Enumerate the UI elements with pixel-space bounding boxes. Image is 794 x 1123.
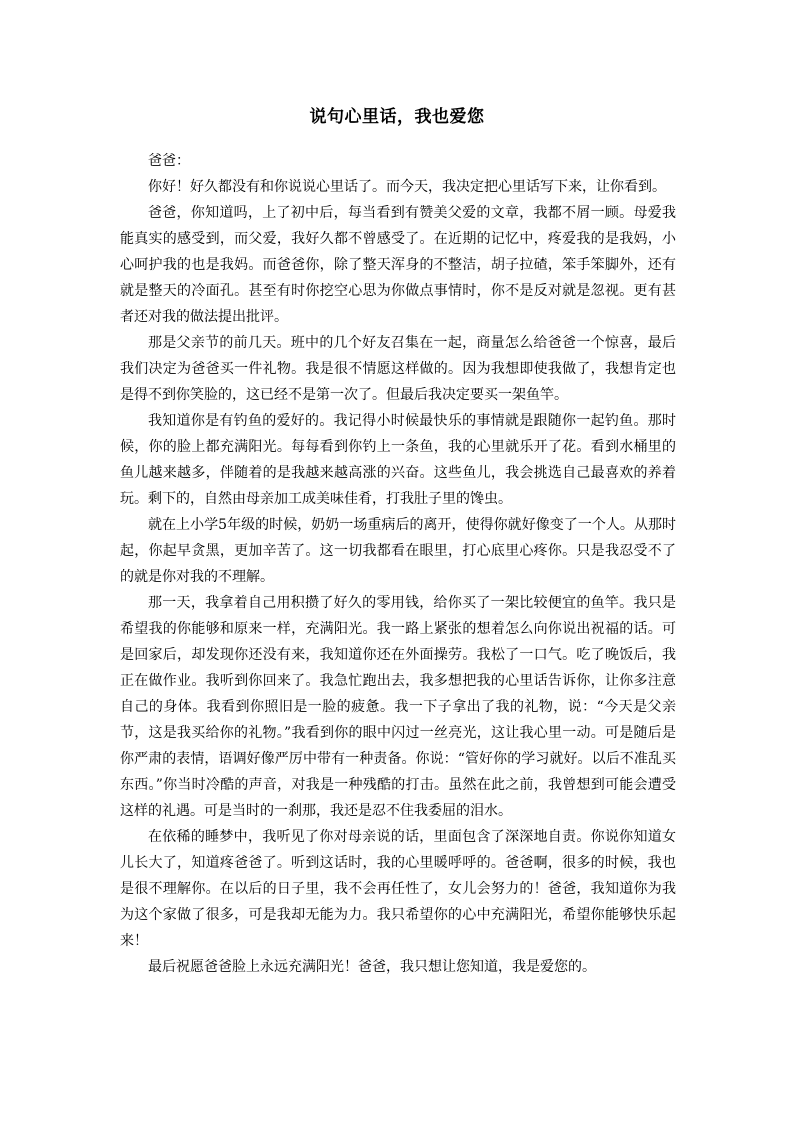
paragraph: 我知道你是有钓鱼的爱好的。我记得小时候最快乐的事情就是跟随你一起钓鱼。那时候，你的脸上都充满阳光。每每看到你钓上一条鱼，我的心里就乐开了花。看到水桶里的鱼儿越来越多，伴随着的是我越来越高涨的兴奋。这些鱼儿，我会挑选自己最喜欢的养着玩。剩下的，自然由母亲加工成美味佳肴，打我肚子里的馋虫。: [120, 413, 676, 507]
paragraph: 那是父亲节的前几天。班中的几个好友召集在一起，商量怎么给爸爸一个惊喜，最后我们决定为爸爸买一件礼物。我是很不情愿这样做的。因为我想即使我做了，我想肯定也是得不到你笑脸的，这已经不是第一次了。但最后我决定要买一架鱼竿。: [120, 335, 676, 403]
document-title: 说句心里话，我也爱您: [309, 107, 485, 127]
paragraph: 在依稀的睡梦中，我听见了你对母亲说的话，里面包含了深深地自责。你说你知道女儿长大了，知道疼爸爸了。听到这话时，我的心里暖呼呼的。爸爸啊，很多的时候，我也是很不理解你。在以后的日子里，我不会再任性了，女儿会努力的！爸爸，我知道你为我为这个家做了很多，可是我却无能为力。我只希望你的心中充满阳光，希望你能够快乐起来！: [120, 829, 676, 949]
salutation: 爸爸：: [148, 153, 190, 169]
paragraph: 你好！好久都没有和你说说心里话了。而今天，我决定把心里话写下来，让你看到。: [148, 179, 666, 195]
document-body: [120, 148, 676, 980]
paragraph: 最后祝愿爸爸脸上永远充满阳光！爸爸，我只想让您知道，我是爱您的。: [148, 959, 596, 975]
paragraph: 爸爸，你知道吗，上了初中后，每当看到有赞美父爱的文章，我都不屑一顾。母爱我能真实的感受到，而父爱，我好久都不曾感受了。在近期的记忆中，疼爱我的是我妈，小心呵护我的也是我妈。而爸爸你，除了整天浑身的不整洁，胡子拉碴，笨手笨脚外，还有就是整天的冷面孔。甚至有时你挖空心思为你做点事情时，你不是反对就是忽视。更有甚者还对我的做法提出批评。: [120, 205, 676, 325]
paragraph: 那一天，我拿着自己用积攒了好久的零用钱，给你买了一架比较便宜的鱼竿。我只是希望我的你能够和原来一样，充满阳光。我一路上紧张的想着怎么向你说出祝福的话。可是回家后，却发现你还没有来，我知道你还在外面操劳。我松了一口气。吃了晚饭后，我正在做作业。我听到你回来了。我急忙跑出去，我多想把我的心里话告诉你，让你多注意自己的身体。我看到你照旧是一脸的疲惫。我一下子拿出了我的礼物，说：“今天是父亲节，这是我买给你的礼物。”我看到你的眼中闪过一丝亮光，这让我心里一动。可是随后是你严肃的表情，语调好像严厉中带有一种责备。你说：“管好你的学习就好。以后不准乱买东西。”你当时冷酷的声音，对我是一种残酷的打击。虽然在此之前，我曾想到可能会遭受这样的礼遇。可是当时的一刹那，我还是忍不住我委屈的泪水。: [120, 595, 676, 819]
paragraph: 就在上小学5年级的时候，奶奶一场重病后的离开，使得你就好像变了一个人。从那时起，你起早贪黑，更加辛苦了。这一切我都看在眼里，打心底里心疼你。只是我忍受不了的就是你对我的不理解。: [120, 517, 676, 585]
